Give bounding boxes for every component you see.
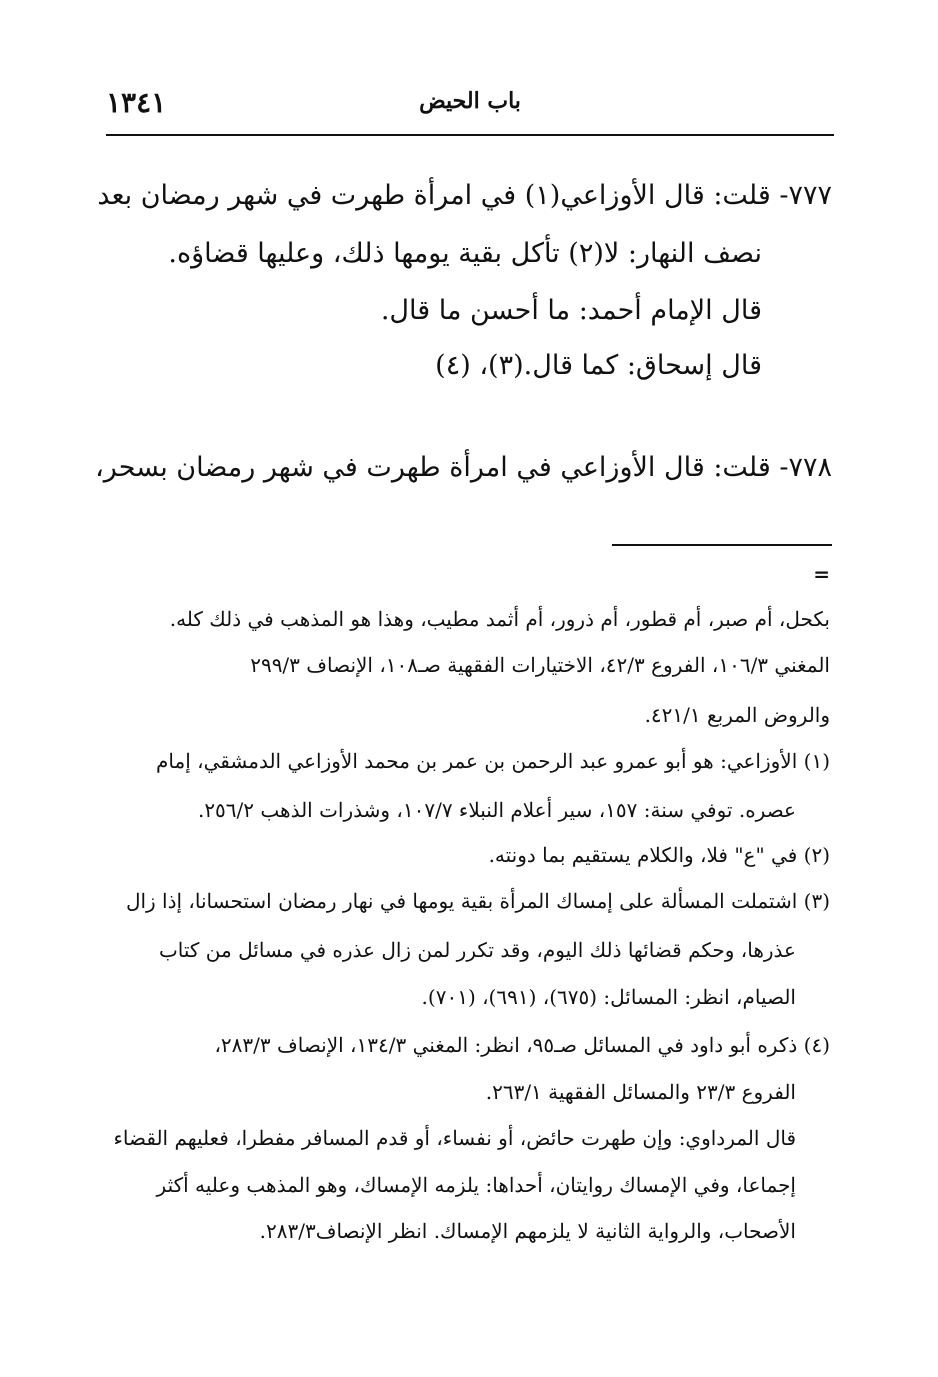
page-number: ١٣٤١ [106, 86, 167, 119]
main-text-line: قال إسحاق: كما قال.(٣)، (٤) [435, 350, 762, 381]
main-text-line: ٧٧٧- قلت: قال الأوزاعي(١) في امرأة طهرت في شهر رمضان بعد [97, 180, 832, 211]
footnote-continuation-mark: = [813, 562, 830, 586]
page-header [106, 86, 834, 136]
footnote-line: الصيام، انظر: المسائل: (٦٧٥)، (٦٩١)، (٧٠١). [421, 985, 796, 1009]
footnote-line: عصره. توفي سنة: ١٥٧، سير أعلام النبلاء ١٠٧/٧، وشذرات الذهب ٢٥٦/٢. [197, 798, 796, 822]
footnote-line: الأصحاب، والرواية الثانية لا يلزمهم الإمساك. انظر الإنصاف٢٨٣/٣. [259, 1219, 796, 1243]
footnote-line: (٢) في "ع" فلا، والكلام يستقيم بما دونته. [488, 843, 830, 867]
main-text-line: نصف النهار: لا(٢) تأكل بقية يومها ذلك، وعليها قضاؤه. [168, 238, 762, 269]
footnote-line: بكحل، أم صبر، أم قطور، أم ذرور، أم أثمد مطيب، وهذا هو المذهب في ذلك كله. [169, 607, 830, 631]
footnote-line: عذرها، وحكم قضائها ذلك اليوم، وقد تكرر لمن زال عذره في مسائل من كتاب [158, 938, 796, 962]
footnote-line: والروض المربع ٤٢١/١. [644, 703, 830, 727]
footnote-line: قال المرداوي: وإن طهرت حائض، أو نفساء، أو قدم المسافر مفطرا، فعليهم القضاء [113, 1126, 796, 1150]
footnote-line: المغني ١٠٦/٣، الفروع ٤٢/٣، الاختيارات الفقهية صـ١٠٨، الإنصاف ٢٩٩/٣ [250, 653, 830, 677]
footnote-line: (٣) اشتملت المسألة على إمساك المرأة بقية يومها في نهار رمضان استحسانا، إذا زال [125, 889, 830, 913]
footnote-line: الفروع ٢٣/٣ والمسائل الفقهية ٢٦٣/١. [485, 1080, 796, 1104]
footnote-separator [612, 544, 832, 546]
main-text-line: قال الإمام أحمد: ما أحسن ما قال. [380, 295, 762, 326]
footnote-line: إجماعا، وفي الإمساك روايتان، أحداها: يلزمه الإمساك، وهو المذهب وعليه أكثر [156, 1173, 796, 1197]
chapter-title: باب الحيض [419, 88, 521, 114]
footnote-line: (٤) ذكره أبو داود في المسائل صـ٩٥، انظر: المغني ١٣٤/٣، الإنصاف ٢٨٣/٣، [214, 1033, 830, 1057]
footnote-line: (١) الأوزاعي: هو أبو عمرو عبد الرحمن بن عمر بن محمد الأوزاعي الدمشقي، إمام [156, 749, 830, 773]
main-text-line: ٧٧٨- قلت: قال الأوزاعي في امرأة طهرت في شهر رمضان بسحر، [95, 452, 832, 483]
